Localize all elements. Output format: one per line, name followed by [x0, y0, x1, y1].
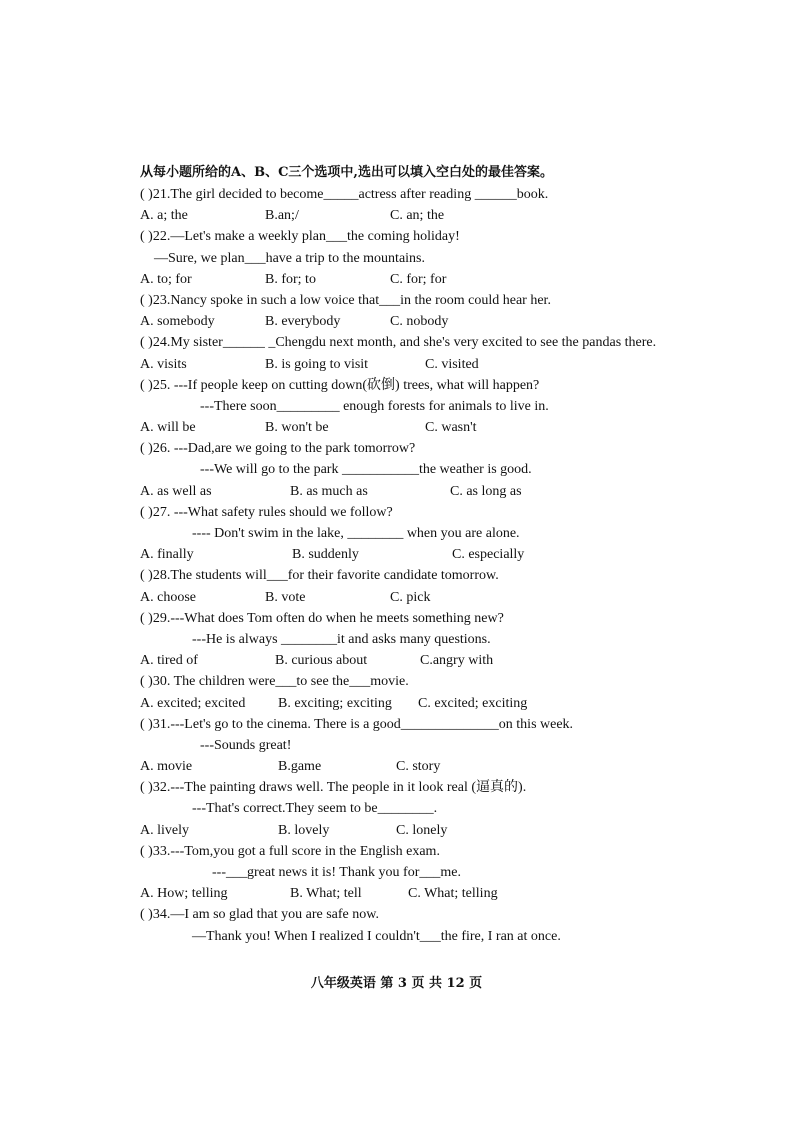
question-22-reply: —Sure, we plan___have a trip to the mountains.	[154, 250, 425, 266]
option-a: A. movie	[140, 759, 193, 775]
option-b: B. suddenly	[292, 547, 359, 563]
question-22-options	[140, 269, 740, 290]
question-24-options	[140, 354, 740, 375]
option-a: A. as well as	[140, 483, 212, 499]
question-25-reply: ---There soon_________ enough forests for animals to live in.	[200, 398, 549, 414]
option-c: C. story	[396, 759, 441, 775]
option-b: B. won't be	[265, 420, 329, 436]
question-24-stem: ( )24.My sister______ _Chengdu next month, and she's very excited to see the pandas there.	[140, 335, 657, 351]
question-28-stem: ( )28.The students will___for their favorite candidate tomorrow.	[140, 568, 499, 584]
question-23-options	[140, 311, 740, 332]
question-25-stem: ( )25. ---If people keep on cutting down(砍倒) trees, what will happen?	[140, 377, 540, 393]
option-a: A. a; the	[140, 208, 188, 224]
question-26-options	[140, 481, 740, 502]
option-b: B. curious about	[275, 653, 368, 669]
exam-page	[140, 162, 740, 947]
question-30-options	[140, 693, 740, 714]
option-a: A. will be	[140, 420, 196, 436]
question-29-stem: ( )29.---What does Tom often do when he meets something new?	[140, 610, 504, 626]
question-32-reply: ---That's correct.They seem to be________.	[192, 801, 438, 817]
question-23-stem: ( )23.Nancy spoke in such a low voice that___in the room could hear her.	[140, 292, 551, 308]
option-a: A. visits	[140, 356, 187, 372]
question-22-stem: ( )22.—Let's make a weekly plan___the coming holiday!	[140, 229, 460, 245]
question-34-reply: —Thank you! When I realized I couldn't___the fire, I ran at once.	[192, 928, 561, 944]
question-25-options	[140, 417, 740, 438]
option-c: C. lonely	[396, 822, 448, 838]
option-b: B. lovely	[278, 822, 330, 838]
option-c: C. as long as	[450, 483, 522, 499]
section-instruction: 从每小题所给的A、B、C三个选项中,选出可以填入空白处的最佳答案。	[140, 165, 553, 180]
option-b: B.game	[278, 759, 322, 775]
option-b: B. exciting; exciting	[278, 695, 392, 711]
question-29-reply: ---He is always ________it and asks many questions.	[192, 631, 491, 647]
question-33-options	[140, 883, 740, 904]
option-a: A. tired of	[140, 653, 198, 669]
option-c: C. especially	[452, 547, 525, 563]
option-a: A. excited; excited	[140, 695, 246, 711]
option-c: C. What; telling	[408, 886, 498, 902]
option-b: B. as much as	[290, 483, 368, 499]
option-b: B. is going to visit	[265, 356, 369, 372]
question-31-options	[140, 756, 740, 777]
question-26-reply: ---We will go to the park ___________the weather is good.	[200, 462, 532, 478]
option-b: B. vote	[265, 589, 306, 605]
question-21-options	[140, 205, 740, 226]
question-21-stem: ( )21.The girl decided to become_____actress after reading ______book.	[140, 187, 549, 202]
question-29-options	[140, 650, 740, 671]
option-a: A. choose	[140, 589, 196, 605]
option-c: C. pick	[390, 589, 431, 605]
option-c: C. an; the	[390, 208, 445, 224]
question-33-stem: ( )33.---Tom,you got a full score in the English exam.	[140, 843, 440, 859]
option-a: A. finally	[140, 547, 194, 563]
option-c: C. for; for	[390, 271, 447, 287]
option-c: C. visited	[425, 356, 479, 372]
question-27-reply: ---- Don't swim in the lake, ________ when you are alone.	[192, 526, 520, 542]
question-27-options	[140, 544, 740, 565]
question-32-stem: ( )32.---The painting draws well. The people in it look real (逼真的).	[140, 780, 527, 796]
option-b: B. What; tell	[290, 886, 362, 902]
option-a: A. lively	[140, 822, 189, 838]
option-a: A. How; telling	[140, 886, 228, 902]
option-b: B. for; to	[265, 271, 316, 287]
option-c: C.angry with	[420, 653, 494, 669]
question-27-stem: ( )27. ---What safety rules should we follow?	[140, 504, 393, 520]
question-31-stem: ( )31.---Let's go to the cinema. There is a good______________on this week.	[140, 716, 574, 732]
question-31-reply: ---Sounds great!	[200, 737, 292, 753]
option-a: A. somebody	[140, 314, 215, 330]
option-b: B. everybody	[265, 314, 341, 330]
option-c: C. wasn't	[425, 420, 477, 436]
question-32-options	[140, 820, 740, 841]
question-30-stem: ( )30. The children were___to see the___movie.	[140, 674, 409, 690]
option-c: C. excited; exciting	[418, 695, 528, 711]
option-a: A. to; for	[140, 271, 192, 287]
question-34-stem: ( )34.—I am so glad that you are safe now.	[140, 907, 379, 923]
option-b: B.an;/	[265, 208, 299, 224]
question-26-stem: ( )26. ---Dad,are we going to the park tomorrow?	[140, 441, 416, 457]
question-33-reply: ---___great news it is! Thank you for___me.	[212, 865, 461, 881]
option-c: C. nobody	[390, 314, 449, 330]
question-28-options	[140, 587, 740, 608]
page-footer: 八年级英语 第 3 页 共 12 页	[310, 976, 483, 991]
